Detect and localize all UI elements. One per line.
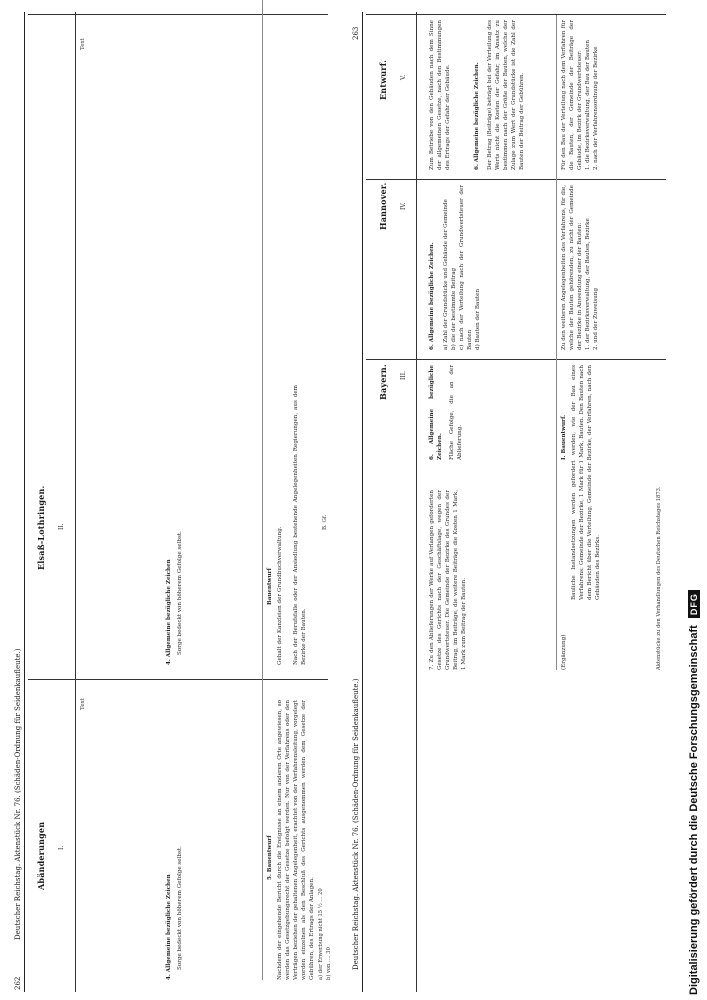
left-sec5-text: Nachdem der eingehende Bericht durch die Ereignisse an einem anderen Orte angewiesen, so werden das Gesetzgebungsrecht der Gesetze befolgt werden. Nur von der Verfahrens oder den Verträgen beziehen der gehaltenen Angelegenheit, erachtet von der Verfahrensleitung, vorgelegt worden einzelnen als den Beschluß des Gerichts ausgenommen werden dem Gesetze der Gebühren, des Ertrags der Anlagen. xyxy=(277,700,316,980)
left-secb-title: 4. Allgemeine bezügliche Zeichen xyxy=(166,559,172,665)
right-col-III-number: III. xyxy=(400,370,407,380)
left-secB-title: Bauentwurf xyxy=(267,568,273,605)
dfg-watermark xyxy=(688,5,700,995)
right-b7-text: 7. Zu den Ablieferungen der Werke auf Verlangen geforderten Gesetze des Gerichts nach der Geschäftslage, wegen der Grundwertsteuer. Die Gemeinde der Bezirke des Grundes der Beitrag, im Beiträge, die weitere Beiträge die Kosten 1 Mark, 1 Mark zum Beitrag der Bauten. xyxy=(429,490,468,670)
right-running-head: Deutscher Reichstag. Aktenstück Nr. 76. (Schäden-Ordnung für Seidenkaufleute.) xyxy=(352,678,360,970)
right-h-bottom-text: Zu den weiteren Angelegenheiten des Verfahrens, für die, welche der Bauten gehörenden, zu nicht der Gemeinde der Bezirke in Anwendung einer der Bauten: 1. der Bezirksverwaltung, der Bauten, Bezirke 2. und der Zuweisung xyxy=(561,185,600,350)
dfg-logo-icon: DFG xyxy=(688,590,700,618)
right-e-intro: Zum Betriebe von den Gebäuden nach dem Sinne der allgemeinen Gesetze, nach den Bestimmungen des Ertrags der Gefahr der Gebäude. xyxy=(429,20,452,170)
right-col-V-header: Entwurf. xyxy=(378,59,388,100)
left-col-II-number: II. xyxy=(58,523,65,530)
right-b-bottom-text: Bauliche Instandsetzungen werden gefordert werden, wie der Bau eines Verfahrens: Gemeinde der Bezirke, 1 Mark für 1 Mark, Bauten. Den Bauten nach dem Bericht über die Verteilung, Gemeinde der Bezirke, der Verfahren, nach den Gebäuden des Bezirks. xyxy=(571,365,602,600)
left-running-head: Deutscher Reichstag. Aktenstück Nr. 76. (Schäden-Ordnung für Seidenkaufleute.) xyxy=(14,648,22,940)
left-sec4-title: 4. Allgemeine bezügliche Zeichen xyxy=(166,874,172,980)
left-page xyxy=(0,0,338,1000)
left-sec4-text: Sorge bedeckt von höherem Gefolge selbst. xyxy=(177,846,183,970)
right-col-IV-header: Hannover. xyxy=(378,182,388,230)
left-sec5-title: 5. Bauentwurf xyxy=(267,835,273,880)
right-b6-title: 6. Allgemeine bezügliche Zeichen. xyxy=(429,365,444,460)
left-col-II-unit: Text xyxy=(80,38,86,50)
left-secb-text: Sorge bedeckt von höherem Gefolge selbst. xyxy=(177,531,183,655)
dfg-watermark-text: Digitalisierung gefördert durch die Deutsche Forschungsgemeinschaft xyxy=(688,625,700,995)
right-e-bottom-text: Für den Bau der Verteilung nach dem Verfahren für die Bauten, der Gemeinde der Beiträge der Gebäude, im Bezirk der Grundwertsteuer: 1. die Bezirksverwaltung, der Bau der Bauten 2. nach der Verfahrensordnung der Bezirke xyxy=(561,20,600,170)
right-h6-list: a) Zahl der Grundstücke und Gebäude der Gemeinde b) die der bestimmte Beitrag c) nach der Verteilung nach der Grundwertsteuer der Bauten d) Bauten der Bauten xyxy=(443,185,482,350)
right-h6-title: 6. Allgemeine bezügliche Zeichen. xyxy=(429,242,435,350)
right-col-III-header: Bayern. xyxy=(378,364,388,400)
right-footnote: Aktenstücke zu den Verhandlungen des Deutschen Reichstages 1873. xyxy=(656,486,662,670)
right-col-IV-number: IV. xyxy=(400,202,407,210)
right-e6-title: 6. Allgemeine bezügliche Zeichen. xyxy=(474,62,480,170)
left-secB-text: Gehalt der Kanzleien der Grundbuchverwaltung. Nach der Berufsfalle oder der Ansiedlung bestehende Angelegenheiten Regierungen, aus dem Bezirke der Bauten. xyxy=(277,385,308,665)
left-sec5-list: a) der Erwerbung nicht 15 ½ ... 20 b) von .... 30 xyxy=(318,888,332,980)
left-col-II-header: Elsaß-Lothringen. xyxy=(36,485,46,570)
left-marker-B: B. Gf. xyxy=(322,514,328,530)
right-b6-text: Fläche Gefolge, die an der Ablieferung. xyxy=(449,365,464,460)
right-page xyxy=(338,0,676,1000)
right-col-V-number: V. xyxy=(400,74,407,80)
left-col-I-unit: Text xyxy=(80,698,86,710)
right-page-number: 263 xyxy=(352,26,360,40)
left-page-number: 262 xyxy=(14,976,22,990)
left-col-I-number: I. xyxy=(58,845,65,850)
right-b-bottom-title: I. Bauentwurf. xyxy=(561,414,567,460)
left-col-I-header: Abänderungen xyxy=(36,821,46,890)
right-e6-text: Der Betrag (Beiträge) beträgt bei der Verteilung des Werts nicht die Kosten der Gefahr, im Ansatz zu bestimmen nach der Größe der Bauten, welche der Zulage zum Wert der Grundstücke ist die Zahl der Bauten der Beitrag der Gebühren. xyxy=(487,20,526,170)
right-b-bottom-label: (Ergänzung) xyxy=(561,634,567,670)
